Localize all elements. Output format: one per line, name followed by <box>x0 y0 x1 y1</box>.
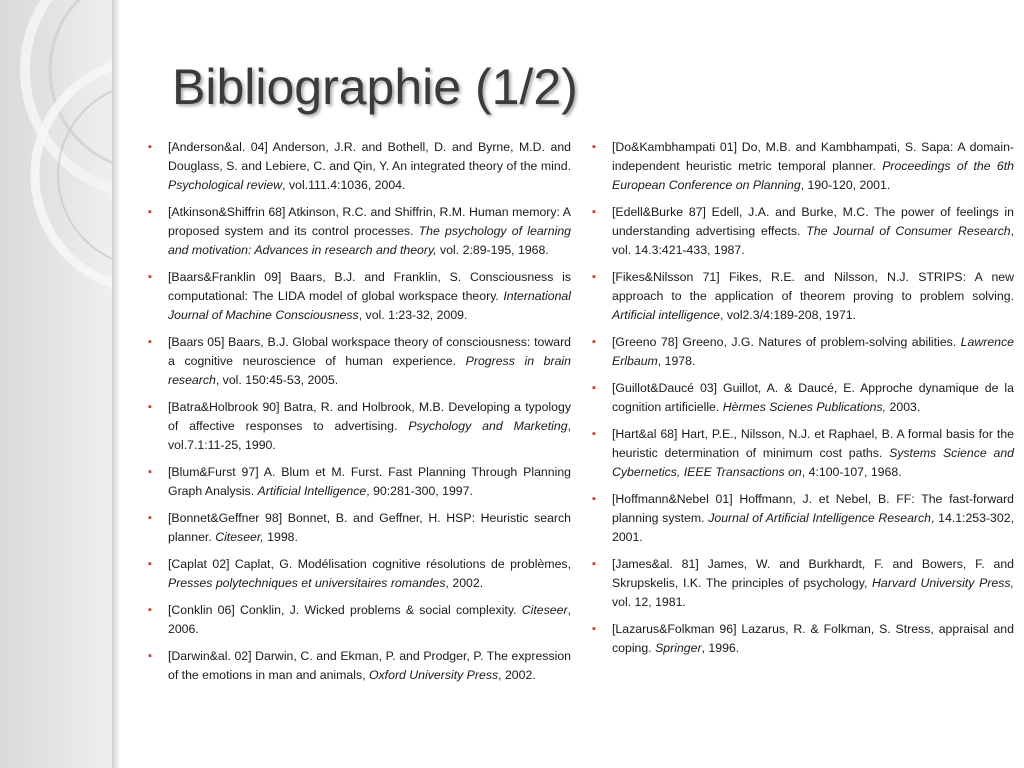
reference-text: [Do&Kambhampati 01] Do, M.B. and Kambhampati, S. Sapa: A domain-independent heuristic metric temporal planner. <box>612 140 1014 173</box>
reference-item <box>148 509 571 547</box>
reference-details: vol. 2:89-195, 1968. <box>436 243 549 257</box>
reference-source: The psychology of learning and motivation: Advances in research and theory, <box>168 224 571 257</box>
reference-text: [Darwin&al. 02] Darwin, C. and Ekman, P. and Prodger, P. The expression of the emotions in man and animals, <box>168 649 571 682</box>
reference-details: , vol2.3/4:189-208, 1971. <box>720 308 857 322</box>
reference-item <box>592 425 1014 482</box>
reference-item <box>592 203 1014 260</box>
reference-item <box>592 620 1014 658</box>
reference-details: , 2002. <box>498 668 536 682</box>
reference-details: 1998. <box>263 530 298 544</box>
reference-source: Citeseer <box>521 603 568 617</box>
reference-details: , vol.7.1:11-25, 1990. <box>168 419 571 452</box>
reference-text: [Caplat 02] Caplat, G. Modélisation cognitive résolutions de problèmes, <box>168 557 571 571</box>
reference-item <box>148 333 571 390</box>
bullet-icon: ▪ <box>148 401 152 413</box>
bullet-icon: ▪ <box>148 336 152 348</box>
bibliography-left-column <box>148 138 571 693</box>
reference-item <box>592 555 1014 612</box>
reference-text: [Baars&Franklin 09] Baars, B.J. and Franklin, S. Consciousness is computational: The LIDA model of global workspace theory. <box>168 270 571 303</box>
bullet-icon: ▪ <box>592 428 596 440</box>
reference-source: Oxford University Press <box>368 668 499 682</box>
reference-details: , 2002. <box>445 576 484 590</box>
reference-text: [Hart&al 68] Hart, P.E., Nilsson, N.J. et Raphael, B. A formal basis for the heuristic determination of minimum cost paths. <box>612 427 1014 460</box>
reference-text: [Atkinson&Shiffrin 68] Atkinson, R.C. and Shiffrin, R.M. Human memory: A proposed system and its control processes. <box>168 205 571 238</box>
reference-details: vol. 12, 1981. <box>612 595 686 609</box>
reference-text: [Blum&Furst 97] A. Blum et M. Furst. Fast Planning Through Planning Graph Analysis. <box>168 465 571 498</box>
reference-source: Artificial intelligence <box>612 308 720 322</box>
reference-item <box>592 379 1014 417</box>
reference-details: , vol. 14.3:421-433, 1987. <box>612 224 1015 257</box>
reference-item <box>148 203 571 260</box>
reference-list-right <box>592 138 1014 658</box>
reference-item <box>592 490 1014 547</box>
decorative-circles-graphic <box>0 0 112 768</box>
bullet-icon: ▪ <box>592 141 596 153</box>
reference-item <box>592 268 1014 325</box>
reference-details: , 4:100-107, 1968. <box>801 465 902 479</box>
bullet-icon: ▪ <box>148 206 152 218</box>
reference-text: [Guillot&Daucé 03] Guillot, A. & Daucé, E. Approche dynamique de la cognition artificielle. <box>612 381 1014 414</box>
reference-text: [Edell&Burke 87] Edell, J.A. and Burke, M.C. The power of feelings in understanding advertising effects. <box>612 205 1014 238</box>
reference-source: International Journal of Machine Consciousness <box>168 289 571 322</box>
reference-source: Citeseer, <box>215 530 264 544</box>
reference-item <box>148 463 571 501</box>
reference-item <box>148 647 571 685</box>
reference-details: , vol.111.4:1036, 2004. <box>282 178 406 192</box>
bullet-icon: ▪ <box>148 141 152 153</box>
reference-source: Presses polytechniques et universitaires romandes <box>168 576 446 590</box>
reference-item <box>148 138 571 195</box>
bullet-icon: ▪ <box>592 271 596 283</box>
bibliography-right-column <box>592 138 1014 666</box>
reference-item <box>592 138 1014 195</box>
bullet-icon: ▪ <box>148 512 152 524</box>
bullet-icon: ▪ <box>592 623 596 635</box>
reference-details: , 190-120, 2001. <box>800 178 891 192</box>
reference-source: Progress in brain research <box>168 354 571 387</box>
reference-source: Harvard University Press, <box>872 576 1014 590</box>
reference-source: Psychological review <box>168 178 283 192</box>
bullet-icon: ▪ <box>148 271 152 283</box>
bullet-icon: ▪ <box>592 206 596 218</box>
reference-item <box>148 555 571 593</box>
page-title: Bibliographie (1/2) <box>172 59 578 115</box>
bullet-icon: ▪ <box>592 558 596 570</box>
reference-text: [Fikes&Nilsson 71] Fikes, R.E. and Nilsson, N.J. STRIPS: A new approach to the application of theorem proving to problem solving. <box>612 270 1014 303</box>
reference-item <box>148 268 571 325</box>
reference-details: , 2006. <box>168 603 571 636</box>
reference-details: , 90:281-300, 1997. <box>366 484 473 498</box>
bullet-icon: ▪ <box>148 558 152 570</box>
bullet-icon: ▪ <box>592 382 596 394</box>
reference-text: [Bonnet&Geffner 98] Bonnet, B. and Geffner, H. HSP: Heuristic search planner. <box>168 511 571 544</box>
bullet-icon: ▪ <box>592 493 596 505</box>
reference-details: 2003. <box>886 400 921 414</box>
reference-source: Hèrmes Scienes Publications, <box>722 400 887 414</box>
bullet-icon: ▪ <box>592 336 596 348</box>
reference-text: [Conklin 06] Conklin, J. Wicked problems & social complexity. <box>168 603 522 617</box>
reference-details: , vol. 150:45-53, 2005. <box>215 373 339 387</box>
reference-item <box>148 601 571 639</box>
bullet-icon: ▪ <box>148 604 152 616</box>
reference-item <box>592 333 1014 371</box>
reference-text: [Lazarus&Folkman 96] Lazarus, R. & Folkman, S. Stress, appraisal and coping. <box>612 622 1014 655</box>
reference-text: [Greeno 78] Greeno, J.G. Natures of problem-solving abilities. <box>612 335 961 349</box>
reference-details: , 14.1:253-302, 2001. <box>612 511 1014 544</box>
reference-text: [Hoffmann&Nebel 01] Hoffmann, J. et Nebel, B. FF: The fast-forward planning system. <box>612 492 1014 525</box>
reference-source: Springer <box>655 641 702 655</box>
reference-source: Systems Science and Cybernetics, IEEE Transactions on <box>612 446 1014 479</box>
reference-details: , 1996. <box>701 641 740 655</box>
bullet-icon: ▪ <box>148 466 152 478</box>
reference-list-left <box>148 138 571 685</box>
reference-text: [Anderson&al. 04] Anderson, J.R. and Bothell, D. and Byrne, M.D. and Douglass, S. and Lebiere, C. and Qin, Y. An integrated theory of the mind. <box>168 140 571 173</box>
reference-source: Psychology and Marketing <box>408 419 568 433</box>
side-band-edge <box>112 0 120 768</box>
reference-text: [Batra&Holbrook 90] Batra, R. and Holbrook, M.B. Developing a typology of affective responses to advertising. <box>168 400 571 433</box>
reference-source: The Journal of Consumer Research <box>806 224 1011 238</box>
reference-details: , 1978. <box>657 354 696 368</box>
reference-source: Proceedings of the 6th European Conference on Planning <box>612 159 1014 192</box>
reference-details: , vol. 1:23-32, 2009. <box>358 308 468 322</box>
reference-source: Journal of Artificial Intelligence Research <box>708 511 931 525</box>
bullet-icon: ▪ <box>148 650 152 662</box>
reference-text: [James&al. 81] James, W. and Burkhardt, F. and Bowers, F. and Skrupskelis, I.K. The principles of psychology, <box>612 557 1014 590</box>
reference-source: Artificial Intelligence <box>257 484 367 498</box>
reference-item <box>148 398 571 455</box>
reference-source: Lawrence Erlbaum <box>612 335 1014 368</box>
decorative-side-band <box>0 0 112 768</box>
reference-text: [Baars 05] Baars, B.J. Global workspace theory of consciousness: toward a cognitive neuroscience of human experience. <box>168 335 571 368</box>
